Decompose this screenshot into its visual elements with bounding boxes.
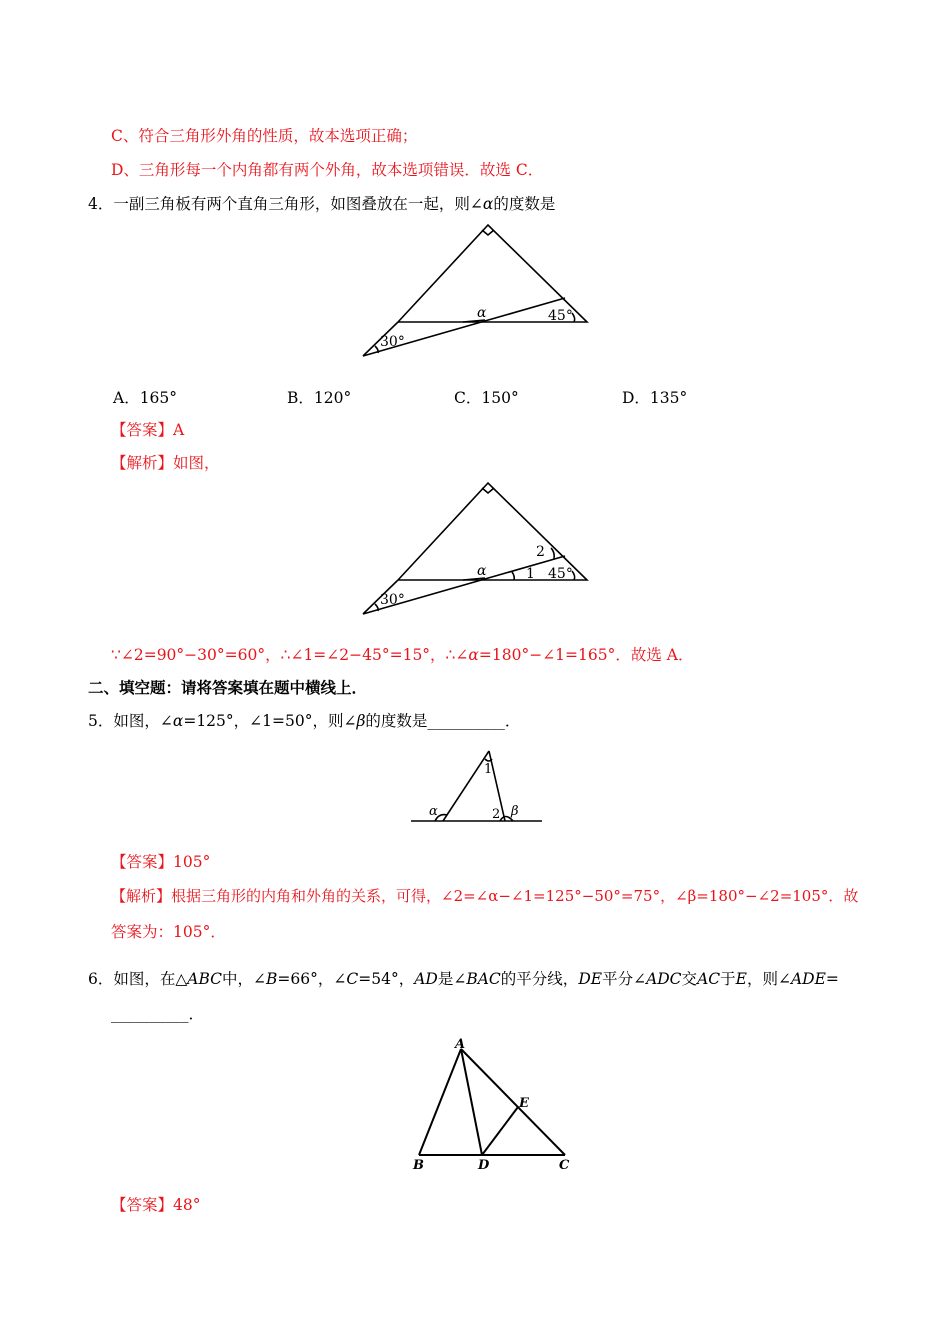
q5-analysis-line1: 【解析】根据三角形的内角和外角的关系，可得，∠2=∠α−∠1=125°−50°=75°，∠β=180°−∠2=105°．故: [111, 887, 859, 905]
q4-answer: 【答案】A: [111, 421, 185, 439]
q6-figure-label-e: E: [519, 1096, 529, 1111]
q6-stem-de: DE: [578, 970, 603, 988]
section2-title: 二、填空题：请将答案填在题中横线上．: [88, 678, 368, 697]
q6-stem-bac: BAC: [466, 970, 501, 988]
q4-stem-var: α: [482, 195, 494, 213]
q6-stem: [88, 969, 839, 989]
q6-stem-adc: ADC: [646, 970, 682, 988]
q6-stem-p6: 的平分线，: [500, 970, 579, 988]
q5-figure: [405, 745, 550, 830]
q6-stem-abc: ABC: [187, 970, 223, 988]
q4-figure: [355, 222, 595, 362]
q6-stem-p8: 交: [681, 970, 698, 988]
q6-stem-ad: AD: [414, 970, 438, 988]
q5-figure-label-1: 1: [484, 762, 493, 777]
q4-analysis-figure-angle2-arc: [551, 548, 554, 559]
q6-stem-p10: ，则∠: [746, 970, 791, 988]
q6-figure-label-c: C: [559, 1158, 570, 1173]
q4-option-b: B．120°: [287, 389, 352, 407]
q5-figure-label-beta: β: [511, 804, 519, 819]
q4-analysis-figure-label-30: 30°: [380, 592, 405, 608]
q5-stem-alpha: α: [172, 712, 184, 730]
q4-analysis-figure-label-1: 1: [526, 566, 535, 582]
q4-stem: [88, 194, 555, 214]
q6-stem-p4: =54°，: [358, 970, 415, 988]
q5-figure-label-2: 2: [492, 807, 501, 822]
q4-figure-label-45: 45°: [548, 308, 573, 324]
q5-stem-p2: =125°，∠1=50°，则∠: [183, 712, 357, 730]
q4-solution-var: α: [468, 646, 479, 664]
q4-option-c: C．150°: [454, 389, 519, 407]
q6-stem-p7: 平分∠: [602, 970, 647, 988]
q4-analysis-figure-label-alpha: α: [477, 563, 487, 579]
q4-figure-label-alpha: α: [477, 305, 487, 321]
q6-stem-p11: =: [825, 970, 839, 988]
q5-figure-left-side: [443, 751, 489, 821]
q4-stem-suffix: 的度数是: [493, 195, 556, 213]
q6-stem-p2: 中，∠: [222, 970, 267, 988]
q6-figure-segment-ad: [461, 1049, 482, 1155]
q6-figure: [405, 1035, 585, 1175]
q6-stem-p9: 于: [720, 970, 736, 988]
q6-figure-label-a: A: [455, 1037, 466, 1052]
q6-figure-label-d: D: [478, 1158, 490, 1173]
q4-analysis-figure: [355, 480, 595, 620]
q6-answer: 【答案】48°: [111, 1196, 201, 1214]
q6-figure-side-ab: [419, 1049, 461, 1155]
q4-analysis-figure-right-angle-mark: [482, 488, 494, 493]
q5-stem: [88, 711, 520, 731]
q4-option-d: D．135°: [622, 389, 688, 407]
q4-solution-part1: ∵∠2=90°−30°=60°，∴∠1=∠2−45°=15°，∴∠: [111, 646, 469, 664]
q4-figure-right-angle-mark: [482, 230, 494, 235]
q6-figure-side-ac: [461, 1049, 565, 1155]
q4-option-a: A．165°: [113, 389, 178, 407]
q4-analysis-figure-angle1-arc: [512, 572, 514, 580]
q5-figure-angle1-arc: [485, 759, 492, 761]
q5-analysis-line2: 答案为：105°．: [111, 923, 226, 941]
q6-stem-p3: =66°，∠: [277, 970, 347, 988]
q6-stem-p1: 6．如图，在△: [88, 970, 188, 988]
q6-stem-p5: 是∠: [437, 970, 467, 988]
q6-figure-segment-de: [482, 1107, 518, 1155]
q6-stem-c: C: [346, 970, 359, 988]
q6-stem-b: B: [266, 970, 278, 988]
q5-figure-label-alpha: α: [429, 804, 438, 819]
prev-option-c-text: C、符合三角形外角的性质，故本选项正确；: [111, 127, 418, 145]
q6-figure-label-b: B: [413, 1158, 424, 1173]
q5-stem-p3: 的度数是__________．: [365, 712, 521, 730]
q4-figure-label-30: 30°: [380, 334, 405, 350]
q4-solution-part2: =180°−∠1=165°．故选 A．: [478, 646, 694, 664]
q6-stem-e: E: [735, 970, 747, 988]
q6-blank: __________．: [111, 1005, 205, 1023]
q4-analysis-figure-label-45: 45°: [548, 566, 573, 582]
q4-solution: [111, 645, 694, 665]
q5-stem-beta: β: [356, 712, 366, 730]
q6-stem-ade: ADE: [790, 970, 826, 988]
q4-stem-prefix: 4．一副三角板有两个直角三角形，如图叠放在一起，则∠: [88, 195, 483, 213]
q4-analysis-figure-label-2: 2: [536, 544, 545, 560]
q4-analysis-intro: 【解析】如图，: [111, 454, 220, 472]
q5-answer: 【答案】105°: [111, 853, 211, 871]
prev-option-d-text: D、三角形每一个内角都有两个外角，故本选项错误．故选 C．: [111, 161, 544, 179]
q5-stem-p1: 5．如图，∠: [88, 712, 173, 730]
q6-stem-ac: AC: [697, 970, 721, 988]
